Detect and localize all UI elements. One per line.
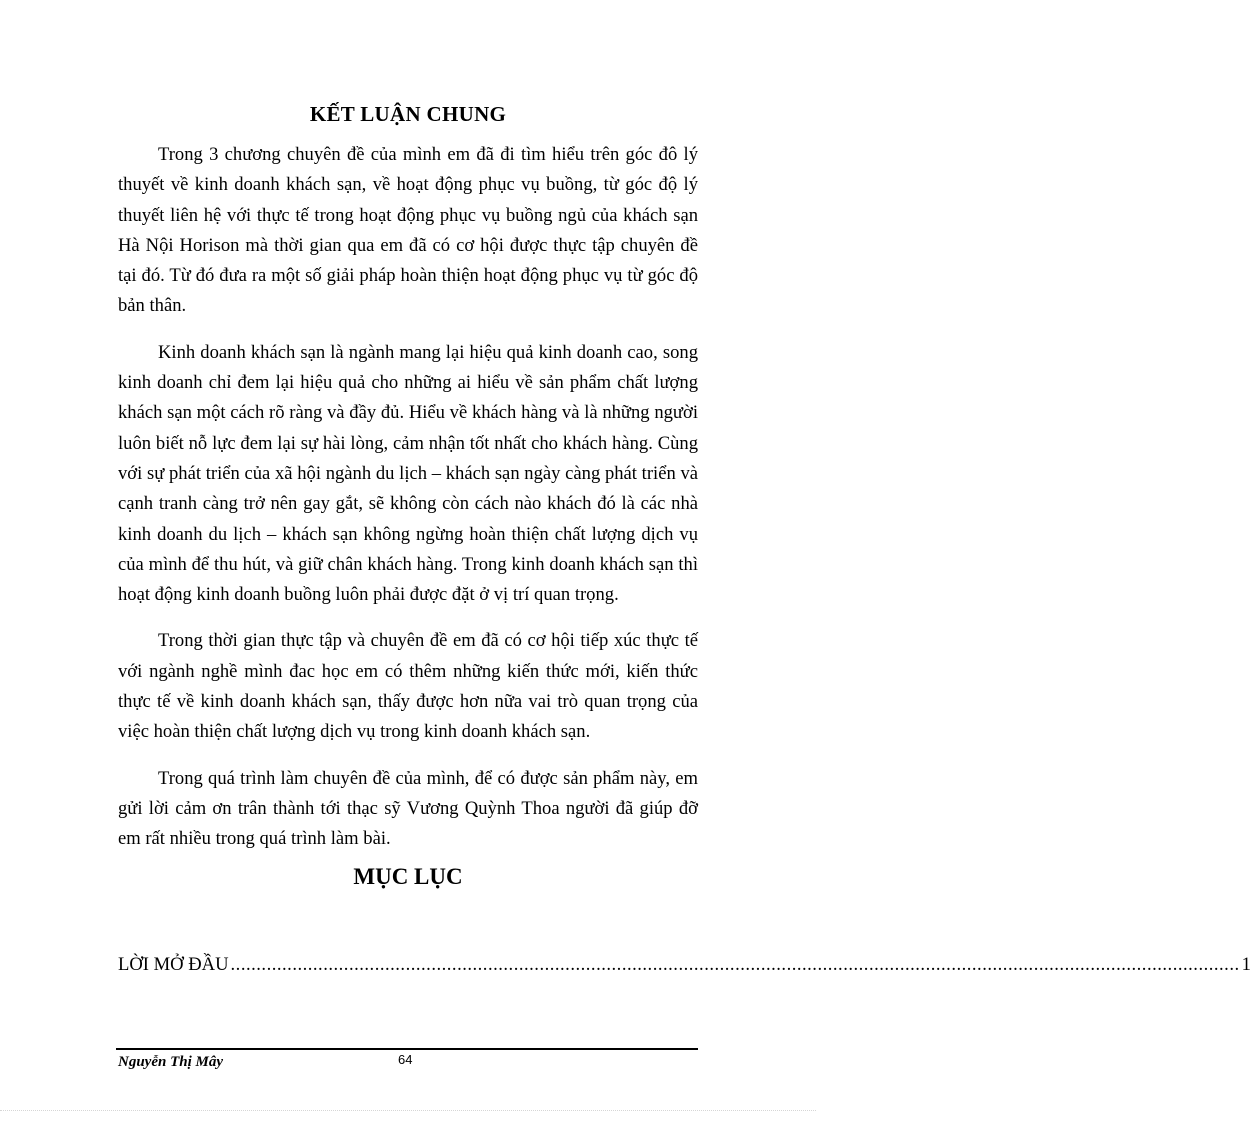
conclusion-body [118, 140, 698, 871]
conclusion-heading: KẾT LUẬN CHUNG [309, 102, 507, 126]
footer-author: Nguyễn Thị Mây [118, 1054, 223, 1070]
toc-entry-page: 1 [1241, 954, 1251, 975]
toc-entry[interactable] [118, 954, 1251, 976]
page-bottom-divider [0, 1110, 816, 1111]
toc-heading: MỤC LỤC [353, 864, 463, 889]
toc-entry-label: LỜI MỞ ĐẦU [118, 954, 229, 975]
page-number: 64 [398, 1052, 413, 1067]
footer-rule [116, 1048, 698, 1050]
paragraph: Trong 3 chương chuyên đề của mình em đã đi tìm hiểu trên góc đô lý thuyết về kinh doanh khách sạn, về hoạt động phục vụ buồng, từ góc độ lý thuyết liên hệ với thực tế trong hoạt động phục vụ buồng ngủ của khách sạn Hà Nội Horison mà thời gian qua em đã có cơ hội được thực tập chuyên đề tại đó. Từ đó đưa ra một số giải pháp hoàn thiện hoạt động phục vụ từ góc độ bản thân. [118, 144, 698, 317]
paragraph: Trong quá trình làm chuyên đề của mình, để có được sản phẩm này, em gửi lời cảm ơn trân thành tới thạc sỹ Vương Quỳnh Thoa người đã giúp đỡ em rất nhiều trong quá trình làm bài. [118, 767, 698, 850]
paragraph: Kinh doanh khách sạn là ngành mang lại hiệu quả kinh doanh cao, song kinh doanh chỉ đem lại hiệu quả cho những ai hiểu về sản phẩm chất lượng khách sạn một cách rõ ràng và đầy đủ. Hiểu về khách hàng và là những người luôn biết nỗ lực đem lại sự hài lòng, cảm nhận tốt nhất cho khách hàng. Cùng với sự phát triển của xã hội ngành du lịch – khách sạn ngày càng phát triển và cạnh tranh càng trở nên gay gắt, sẽ không còn cách nào khách đó là các nhà kinh doanh du lịch – khách sạn không ngừng hoàn thiện chất lượng dịch vụ của mình để thu hút, và giữ chân khách hàng. Trong kinh doanh khách sạn thì hoạt động kinh doanh buồng luôn phải được đặt ở vị trí quan trọng. [118, 341, 698, 606]
paragraph: Trong thời gian thực tập và chuyên đề em đã có cơ hội tiếp xúc thực tế với ngành nghề mình đac học em có thêm những kiến thức mới, kiến thức thực tế về kinh doanh khách sạn, thấy được hơn nữa vai trò quan trọng của việc hoàn thiện chất lượng dịch vụ trong kinh doanh khách sạn. [118, 630, 698, 743]
toc-leader-dots: .................................................................................................................................................................................................... [230, 954, 1240, 975]
